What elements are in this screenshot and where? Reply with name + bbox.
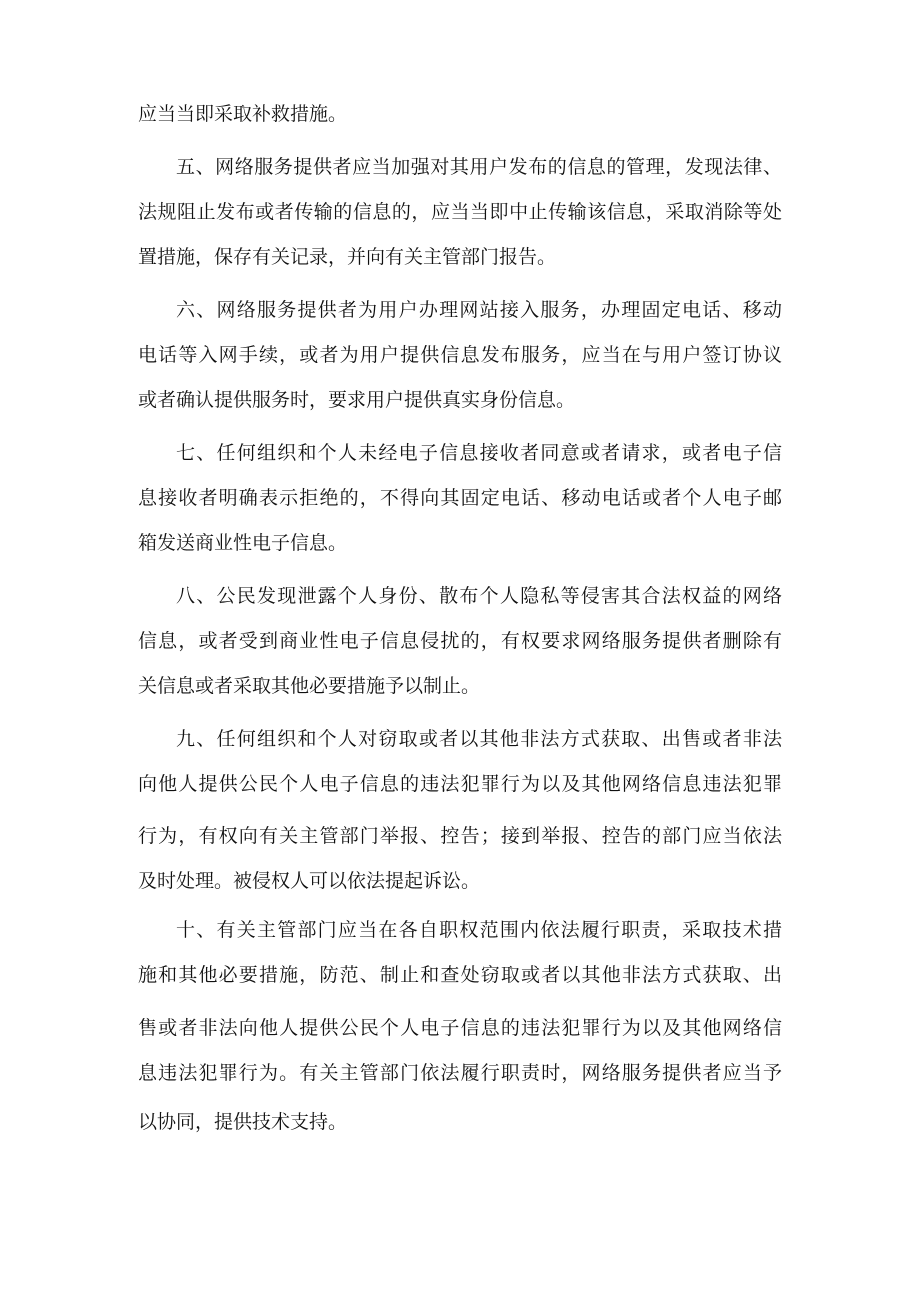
text-line-content: 五、网络服务提供者应当加强对其用户发布的信息的管理，发现法律、 (176, 156, 782, 178)
text-line-content: 八、公民发现泄露个人身份、散布个人隐私等侵害其合法权益的网络 (176, 585, 782, 607)
text-line-content: 电话等入网手续，或者为用户提供信息发布服务，应当在与用户签订协议 (138, 344, 782, 366)
text-line-content: 六、网络服务提供者为用户办理网站接入服务，办理固定电话、移动 (176, 299, 782, 321)
text-line-content: 或者确认提供服务时，要求用户提供真实身份信息。 (138, 389, 576, 411)
text-line-content: 关信息或者采取其他必要措施予以制止。 (138, 675, 481, 697)
text-line-content: 法规阻止发布或者传输的信息的，应当当即中止传输该信息，采取消除等处 (138, 201, 782, 223)
text-line-content: 置措施，保存有关记录，并向有关主管部门报告。 (138, 246, 557, 268)
text-line-content: 息接收者明确表示拒绝的，不得向其固定电话、移动电话或者个人电子邮 (138, 487, 782, 509)
text-line-content: 售或者非法向他人提供公民个人电子信息的违法犯罪行为以及其他网络信 (138, 1017, 782, 1039)
text-line-content: 向他人提供公民个人电子信息的违法犯罪行为以及其他网络信息违法犯罪 (138, 773, 782, 795)
text-line-content: 信息，或者受到商业性电子信息侵扰的，有权要求网络服务提供者删除有 (138, 630, 782, 652)
text-line-content: 及时处理。被侵权人可以依法提起诉讼。 (138, 870, 481, 892)
text-line-content: 以协同，提供技术支持。 (138, 1111, 348, 1133)
text-line-content: 行为，有权向有关主管部门举报、控告；接到举报、控告的部门应当依法 (138, 825, 782, 847)
text-line-content: 七、任何组织和个人未经电子信息接收者同意或者请求，或者电子信 (176, 442, 782, 464)
text-line-content: 十、有关主管部门应当在各自职权范围内依法履行职责，采取技术措 (176, 919, 782, 941)
text-line-content: 应当当即采取补救措施。 (138, 103, 348, 125)
text-line-content: 息违法犯罪行为。有关主管部门依法履行职责时，网络服务提供者应当予 (138, 1062, 782, 1084)
text-line-content: 九、任何组织和个人对窃取或者以其他非法方式获取、出售或者非法 (176, 728, 782, 750)
text-line-content: 箱发送商业性电子信息。 (138, 532, 348, 554)
text-line-content: 施和其他必要措施，防范、制止和查处窃取或者以其他非法方式获取、出 (138, 964, 782, 986)
